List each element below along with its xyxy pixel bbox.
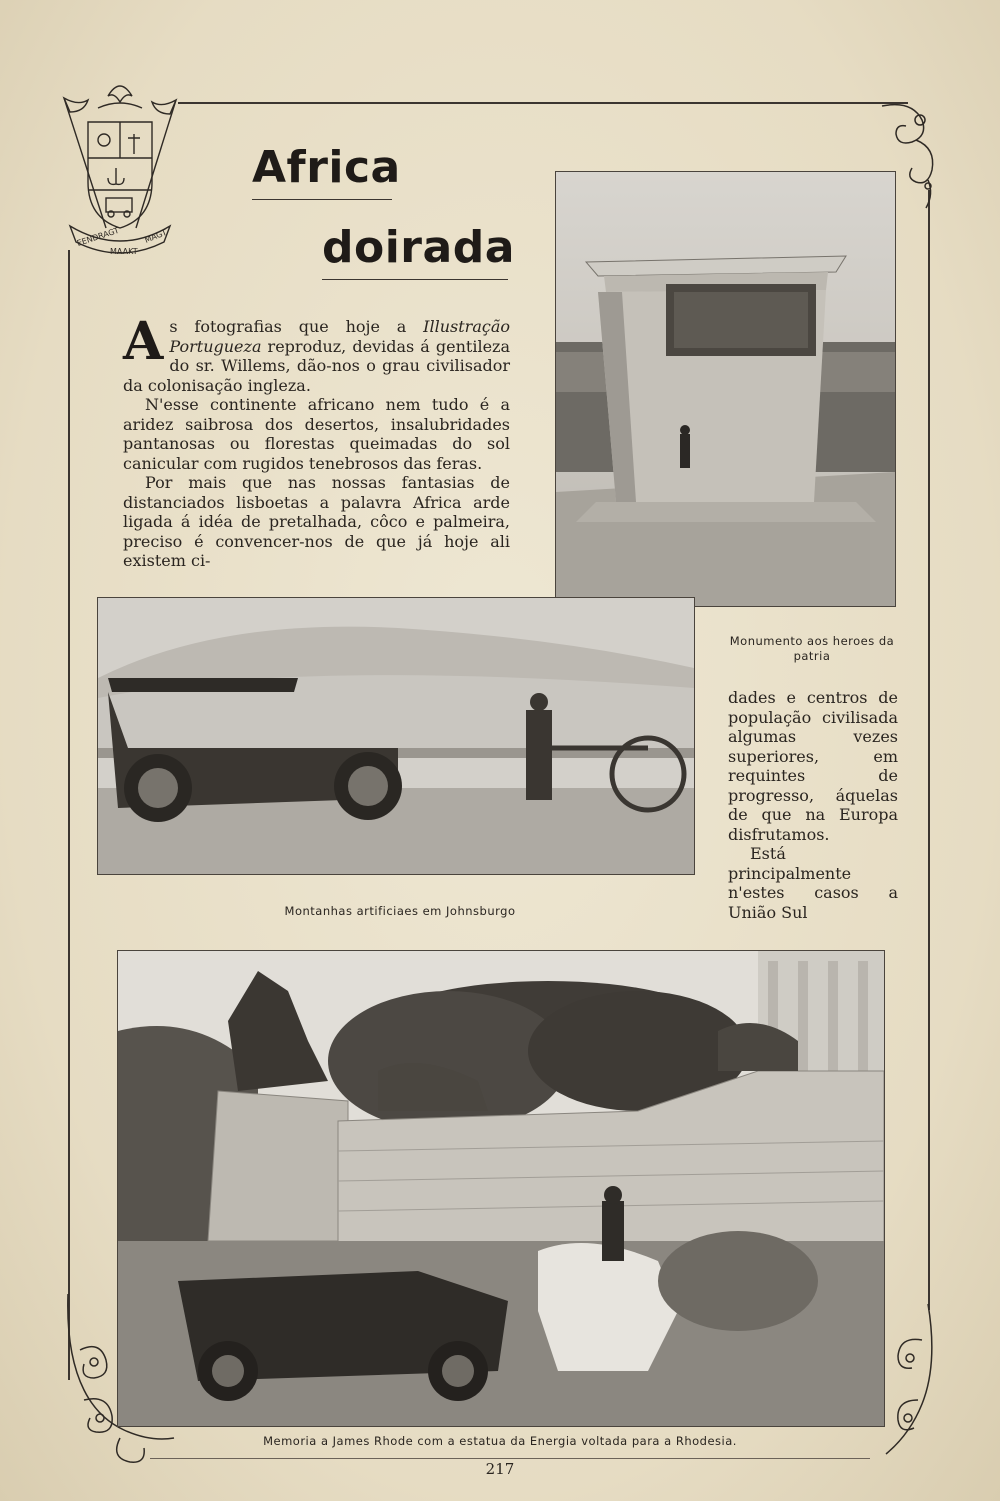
paragraph-1-end: reproduz, devidas á gentileza do sr. Willems, dão-nos o grau civilisador da colonisação ingleza. (123, 336, 510, 395)
publication-name: Illustração Portugueza (169, 317, 510, 356)
caption-rhode-memorial: Memoria a James Rhode com a estatua da Energia voltada para a Rhodesia. (263, 1434, 737, 1448)
frame-top-rule (178, 102, 908, 104)
paragraph-3-continued: dades e centros de população civilisada algumas vezes superiores, em requintes de progresso, áquelas de que na Europa disfrutamos. (728, 688, 898, 844)
crest-motto-left: EENDRAGT (75, 225, 121, 248)
photo-monument (555, 171, 896, 607)
frame-left-rule (68, 250, 70, 1380)
headline-line-2: doirada (322, 222, 508, 280)
frame-right-rule (928, 190, 930, 1310)
article-body-right (728, 688, 898, 922)
dropcap: A (123, 311, 164, 372)
paragraph-1-start: s fotografias que hoje a (169, 317, 424, 336)
page-number: 217 (485, 1460, 515, 1478)
photo-car-mountains (97, 597, 695, 875)
coat-of-arms-icon (50, 78, 190, 258)
crest-motto-right: MAGT (143, 227, 169, 245)
photo-rhode-memorial (117, 950, 885, 1427)
ornament-scroll-bottom-right-icon (878, 1300, 938, 1460)
caption-monument: Monumento aos heroes da patria (729, 634, 895, 663)
article-body-left (123, 311, 510, 571)
paragraph-3: Por mais que nas nossas fantasias de distanciados lisboetas a palavra Africa arde ligada á idéa de pretalhada, côco e palmeira, preciso é convencer-nos de que já hoje ali existem ci- (123, 473, 510, 570)
crest-motto-center: MAAKT (110, 247, 138, 256)
headline-line-1: Africa (252, 142, 392, 200)
caption-car: Montanhas artificiaes em Johnsburgo (284, 904, 516, 918)
paragraph-4: Está principalmente n'estes casos a União Sul (728, 844, 898, 922)
paragraph-2: N'esse continente africano nem tudo é a aridez saibrosa dos desertos, insalubridades pantanosas ou florestas queimadas do sol canicular com rugidos tenebrosos das feras. (123, 395, 510, 473)
frame-bottom-rule (150, 1458, 870, 1459)
